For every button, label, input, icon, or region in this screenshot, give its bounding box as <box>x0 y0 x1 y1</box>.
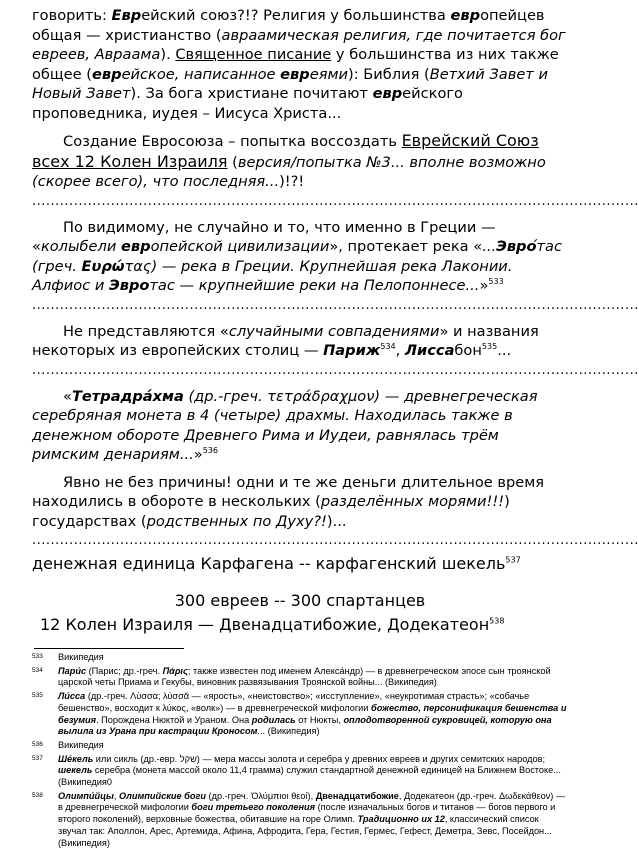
heading-carthage-shekel: денежная единица Карфагена -- карфагенский шекель$^{537}$ <box>32 554 521 573</box>
paragraph-capitals: Не представляются «случайными совпадениями» и названия некоторых из европейских столиц — Париж$^{534}$, Лиссабон$^{535}$... <box>32 322 539 359</box>
footnote-536: 536 Википедия <box>32 739 104 750</box>
footnote-ref-535: 535 <box>481 342 498 352</box>
footnote-537: 537 Ше́кель или сикль (др.-евр. שקל) — мера массы золота и серебра у древних евреев и других семитских народов; шекель серебра (монета массой около 11,4 грамма) служил стандартной денежной единицей на Ближнем Востоке... (Википедия0 <box>32 753 561 788</box>
paragraph-religion: говорить: Еврейский союз?!? Религия у большинства европейцев общая — христианство (авраамическая религия, где почитается бог евреев, Авраама). Священное писание у большинства из них также общее (еврейское, написанное евреями): Библия (Ветхий Завет и Новый Завет). За бога христиане почитают еврейского проповедника, иудея – Иисуса Христа... <box>32 7 566 122</box>
footnote-ref-538: 538 <box>489 616 505 626</box>
footnote-ref-537: 537 <box>505 555 521 565</box>
footnote-534: 534 Пари́с (Парис; др.-греч. Πάρις; также известен под именем Алекса́ндр) — в древнегреческом эпосе сын троянской царской четы Приама и Гекубы, виновник развязывания Троянской войны... (Википедия) <box>32 665 551 688</box>
paragraph-money: Явно не без причины! одни и те же деньги длительное время находились в обороте в нескольких (разделённых морями!!!) государствах (родственных по Духу?!)... <box>32 473 545 530</box>
heading-300: 300 евреев -- 300 спартанцев <box>174 591 426 610</box>
paragraph-tetradrachm: «Тетрадра́хма (др.-греч. τετράδραχμον) — древнегреческая серебряная монета в 4 (четыре) драхмы. Находилась также в денежном обороте Древнего Рима и Иудеи, равнялась трём римским денариям...»$^{536}$ <box>32 387 538 463</box>
paragraph-greece: По видимому, не случайно и то, что именно в Греции — «колыбели европейской цивилизации», протекает река «...Эвро́тас (греч. Ευρώτας) — река в Греции. Крупнейшая река Лаконии. Алфиос и Эвротас — крупнейшие реки на Пелопоннесе...»$^{533}$ <box>32 218 562 294</box>
footnote-ref-536: 536 <box>202 446 218 456</box>
scripture-link: Священное писание <box>175 46 332 63</box>
footnote-divider <box>34 648 184 649</box>
footnote-ref-533: 533 <box>488 277 504 287</box>
paragraph-eurounion: Создание Евросоюза – попытка воссоздать Еврейский Союз всех 12 Колен Израиля (версия/попытка №3... вполне возможно (скорее всего), что последняя...)!?! <box>32 131 546 190</box>
dotted-separator: ................................................................................................................................... <box>32 533 639 548</box>
dotted-separator: ................................................................................................................................... <box>32 362 639 378</box>
footnote-ref-534: 534 <box>380 342 396 352</box>
dotted-separator: ................................................................................................................................... <box>32 297 639 313</box>
footnote-535: 535 Ли́сса (др.-греч. Λύσσα; λύσσᾰ — «ярость», «неистовство»; «исступление», «неукротимая страсть»; «собачье бешенство», восходит к λύκος, «волк») — в древнегреческой мифологии божество, персонификация бешенства и безумия. Порождена Нюктой и Ураном. Она родилась от Нюкты, оплодотворенной сукровицей, которую она вылила из Урана при кастрации Кроносом... (Википедия) <box>32 691 567 737</box>
footnote-538: 538 Олимпи́йцы, Олимпийские боги (др.-греч. Ὀλύμπιοι θεοί), Двенадцатибожие, Додекатеон (др.-греч. Δωδεκάθεον) — в древнегреческой мифологии боги третьего поколения (после изначальных богов и титанов — богов первого и второго поколений), верховные божества, обитавшие на горе Олимп. Традиционно их 12, классический список звучал так: Аполлон, Арес, Артемида, Афина, Афродита, Гера, Гестия, Гермес, Гефест, Деметра, Зевс, Посейдон... (Википедия) <box>32 790 566 848</box>
footnote-533: 533 Википедия <box>32 652 104 662</box>
jewish-union-phrase: Еврейский Союз всех 12 Колен Израиля <box>32 131 539 171</box>
heading-dodekatheon: 12 Колен Израиля — Двенадцатибожие, Додекатеон$^{538}$ <box>40 615 505 634</box>
dotted-separator: ................................................................................................................................... <box>32 193 639 209</box>
